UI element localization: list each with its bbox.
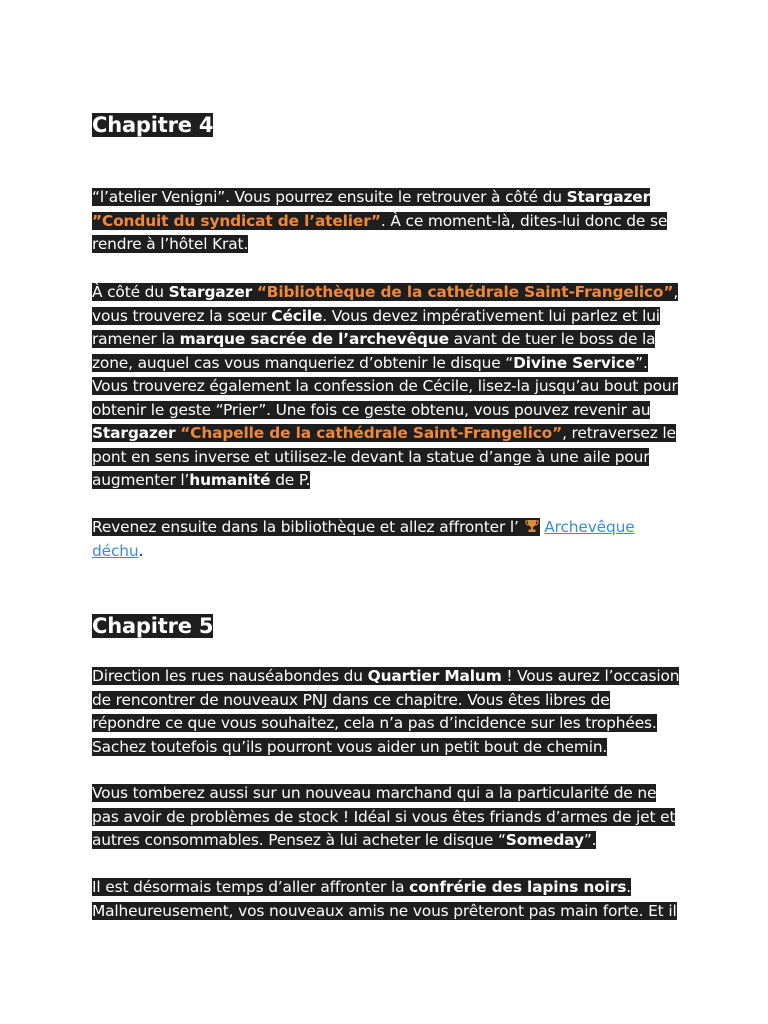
stat-name: humanité: [189, 471, 271, 489]
text-span: “l’atelier Venigni”. Vous pourrez ensuite le retrouver à côté du: [92, 188, 562, 206]
text-span: , vous trouverez la sœur: [92, 283, 679, 325]
text-span: Direction les rues nauséabondes du: [92, 667, 363, 685]
chapter-4-paragraph-3: [92, 516, 682, 563]
text-span: ”.: [583, 831, 597, 849]
stargazer-label: Stargazer: [566, 188, 651, 206]
item-name: marque sacrée de l’archevêque: [179, 330, 449, 348]
area-name: Quartier Malum: [367, 667, 502, 685]
trophy-icon: [524, 518, 540, 534]
chapter-5-heading: Chapitre 5: [92, 614, 214, 638]
stargazer-label: Stargazer: [92, 424, 176, 442]
boss-link[interactable]: Archevêque déchu: [92, 518, 635, 560]
text-span: Il est désormais temps d’aller affronter la: [92, 878, 405, 896]
text-span: de P.: [275, 471, 311, 489]
text-span: À côté du: [92, 283, 164, 301]
text-span: . Vous devez impérativement lui parlez et lui ramener la: [92, 306, 660, 348]
location-name: “Chapelle de la cathédrale Saint-Frangelico”: [180, 424, 563, 442]
text-span: .: [138, 541, 144, 560]
text-span: . À ce moment-là, dites-lui donc de se rendre à l’hôtel Krat.: [92, 211, 668, 253]
location-name: ”Conduit du syndicat de l’atelier”: [92, 211, 381, 230]
boss-name: confrérie des lapins noirs: [409, 878, 627, 896]
chapter-4-paragraph-1: [92, 186, 682, 257]
disc-name: Divine Service: [513, 353, 636, 372]
location-name: “Bibliothèque de la cathédrale Saint-Frangelico”: [256, 283, 674, 301]
chapter-5-paragraph-3: [92, 876, 682, 923]
text-span: avant de tuer le boss de la zone, auquel cas vous manqueriez d’obtenir le disque “: [92, 330, 656, 372]
disc-name: Someday: [505, 831, 584, 849]
text-span: Revenez ensuite dans la bibliothèque et allez affronter l’: [92, 518, 519, 536]
text-span: ! Vous aurez l’occasion de rencontrer de nouveaux PNJ dans ce chapitre. Vous êtes libres de répondre ce que vous souhaitez, cela n’a pas d’incidence sur les trophées. Sachez toutefois qu’ils pourront vous aider un petit bout de chemin.: [92, 667, 680, 756]
text-span: ”. Vous trouverez également la confession de Cécile, lisez-la jusqu’au bout pour obtenir le geste “Prier”. Une fois ce geste obtenu, vous pouvez revenir au: [92, 353, 678, 419]
text-span: , retraversez le pont en sens inverse et utilisez-le devant la statue d’ange à une aile pour augmenter l’: [92, 424, 676, 489]
chapter-4-heading: Chapitre 4: [92, 113, 214, 137]
chapter-5-paragraph-2: [92, 782, 682, 853]
text-span: . Malheureusement, vos nouveaux amis ne vous prêteront pas main forte. Et il: [92, 878, 677, 920]
stargazer-label: Stargazer: [168, 283, 253, 301]
chapter-5-paragraph-1: [92, 665, 682, 759]
text-span: Vous tomberez aussi sur un nouveau marchand qui a la particularité de ne pas avoir de problèmes de stock ! Idéal si vous êtes friands d’armes de jet et autres consommables. Pensez à lui acheter le disque “: [92, 784, 676, 849]
npc-name: Cécile: [271, 306, 323, 325]
chapter-4-paragraph-2: [92, 281, 682, 493]
